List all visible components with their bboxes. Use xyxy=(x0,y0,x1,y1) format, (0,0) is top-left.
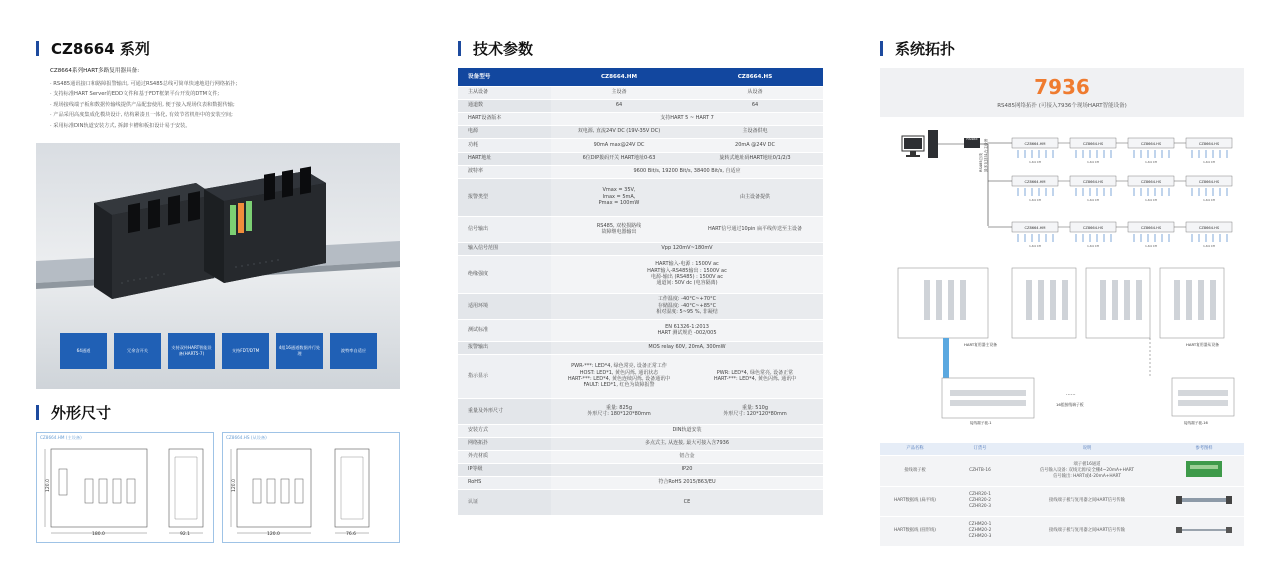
channel-label: 1-64 CH xyxy=(1202,160,1216,164)
spec-value: 64 xyxy=(551,99,687,112)
accessory-name: HART数据线 (扁平线) xyxy=(880,486,950,516)
spec-key: 报警输出 xyxy=(458,341,551,354)
topology-node-label: CZ8664.HS xyxy=(1198,141,1220,146)
spec-key: 报警类型 xyxy=(458,178,551,216)
title-accent-bar xyxy=(880,41,883,56)
accessory-code: CZHR20-1 CZHR20-2 CZHR20-3 xyxy=(950,486,1010,516)
spec-header-row xyxy=(458,68,823,86)
accessory-name: 接线端子板 xyxy=(880,455,950,486)
spec-key: 主从设备 xyxy=(458,86,551,99)
spec-key: 输入信号范围 xyxy=(458,242,551,255)
spec-value: EN 61326-1:2013 HART 测试规范 -002/005 xyxy=(551,319,823,341)
spec-value: IP20 xyxy=(551,463,823,476)
series-title-text: CZ8664 系列 xyxy=(51,40,150,58)
hm-width-label: 180.0 xyxy=(92,532,105,537)
spec-row xyxy=(458,242,823,255)
spec-value: 90mA max@24V DC xyxy=(551,138,687,152)
spec-value: HART信号通过10pin 扁平线传送至主设备 xyxy=(687,216,823,242)
spec-value: 支持HART 5 ~ HART 7 xyxy=(551,112,823,125)
topology-node-label: CZ8664.HM xyxy=(1024,141,1046,146)
spec-value: 铝合金 xyxy=(551,450,823,463)
spec-value: PWR-***: LED*4, 绿色常亮, 设备正常工作 HOST: LED*1, 黄色闪烁, 通讯状态 HART-***: LED*4, 黄色连续闪烁, 设备通讯中 FAULT: LED*1, 红色为故障报警 xyxy=(551,354,687,398)
spec-key: HART地址 xyxy=(458,152,551,165)
topology-subtitle: RS485网络拓扑 (可接入7936个现场HART智能设备) xyxy=(997,103,1127,109)
product-photo xyxy=(36,143,400,389)
channel-label: 1-64 CH xyxy=(1028,198,1042,202)
terminal-label-16: 接线端子板-16 xyxy=(1184,421,1208,425)
spec-value: 主设备供电 xyxy=(687,125,823,138)
spec-value: 工作温度: -40°C~+70°C 存储温度: -40°C~+85°C 相对湿度: 5~95 %, 非凝结 xyxy=(551,293,823,319)
spec-row xyxy=(458,450,823,463)
accessory-image xyxy=(1164,516,1244,546)
terminal-board-image xyxy=(1184,457,1224,481)
accessory-image xyxy=(1164,455,1244,486)
hm-depth-label: 92.1 xyxy=(180,532,191,537)
header-cell: 参考图样 xyxy=(1164,443,1244,455)
spec-key: 测试标准 xyxy=(458,319,551,341)
topology-node-label: CZ8664.HS xyxy=(1140,225,1162,230)
accessory-desc: 端子板16通道 信号输入设备: 双线无源/安全栅4~20mA+HART 信号输出: HART或4-20mA+HART xyxy=(1010,455,1164,486)
accessory-desc: 接线端子板与复用器之间HART信号传输 xyxy=(1010,486,1164,516)
spec-row xyxy=(458,489,823,515)
accessory-code: CZHM20-1 CZHM20-2 CZHM20-3 xyxy=(950,516,1010,546)
dimension-drawing-hm xyxy=(36,432,214,543)
spec-key: 外壳材质 xyxy=(458,450,551,463)
intro-line: · 支持标准HART Server的EDD文件和基于FDT框架平台开发的DTM文件; xyxy=(50,91,220,97)
topology-node-label: CZ8664.HS xyxy=(1198,179,1220,184)
accessory-row xyxy=(880,486,1244,516)
terminal-label-1: 接线端子板-1 xyxy=(970,421,992,425)
spec-key: 指示显示 xyxy=(458,354,551,398)
title-accent-bar xyxy=(36,405,39,420)
spec-key: 重量及外形尺寸 xyxy=(458,398,551,424)
spec-value: 重量: 510g 外形尺寸: 120*120*80mm xyxy=(687,398,823,424)
spec-table xyxy=(458,68,823,516)
intro-line: · RS485通讯接口和路障报警输出, 可通过RS485总线可简单快速地进行网络拓扑; xyxy=(50,80,238,87)
spec-value: 符合RoHS 2015/863/EU xyxy=(551,476,823,489)
product-series-title xyxy=(36,38,150,59)
feature-badge: 4组16通道数据并行处理 xyxy=(276,333,323,369)
spec-value: Vpp 120mV~180mV xyxy=(551,242,823,255)
topology-node-label: CZ8664.HM xyxy=(1024,179,1046,184)
spec-row xyxy=(458,293,823,319)
dimensions-title xyxy=(36,402,111,423)
spec-value: Vmax = 35V, Imax = 5mA, Pmax = 100mW xyxy=(551,178,687,216)
bus-label: RS485总线 最多支持31台主设备 xyxy=(979,138,988,172)
hs-outline-drawing xyxy=(223,433,399,542)
spec-key: HART设备版本 xyxy=(458,112,551,125)
channel-label: 1-64 CH xyxy=(1028,244,1042,248)
spec-key: 网络拓扑 xyxy=(458,437,551,450)
spec-key: 安装方式 xyxy=(458,424,551,437)
round-cable-image xyxy=(1176,523,1232,537)
spec-row xyxy=(458,86,823,99)
channel-label: 1-64 CH xyxy=(1086,160,1100,164)
spec-row xyxy=(458,437,823,450)
topology-node-label: CZ8664.HS xyxy=(1082,179,1104,184)
spec-row xyxy=(458,255,823,293)
channel-label: 1-64 CH xyxy=(1202,198,1216,202)
spec-row xyxy=(458,216,823,242)
dimension-drawing-label: CZ8664.HS (从设备) xyxy=(226,435,267,440)
spec-key: 电源 xyxy=(458,125,551,138)
topology-title-text: 系统拓扑 xyxy=(895,40,956,58)
topology-node-label: CZ8664.HS xyxy=(1082,225,1104,230)
spec-row xyxy=(458,165,823,178)
spec-title-text: 技术参数 xyxy=(473,40,534,58)
spec-value: 由主设备提供 xyxy=(687,178,823,216)
middle-column xyxy=(458,0,823,586)
spec-row xyxy=(458,476,823,489)
spec-key: 绝缘强度 xyxy=(458,255,551,293)
feature-badge: 64通道 xyxy=(60,333,107,369)
channel-label: 1-64 CH xyxy=(1086,198,1100,202)
channel-label: 1-64 CH xyxy=(1202,244,1216,248)
spec-key: RoHS xyxy=(458,476,551,489)
spec-key: 功耗 xyxy=(458,138,551,152)
spec-value: DIN轨道安装 xyxy=(551,424,823,437)
channel-label: 1-64 CH xyxy=(1144,160,1158,164)
topology-drawing xyxy=(880,120,1244,432)
topology-diagram xyxy=(880,120,1244,432)
channel-label: 1-64 CH xyxy=(1086,244,1100,248)
accessory-row xyxy=(880,455,1244,486)
topology-title xyxy=(880,38,955,59)
title-accent-bar xyxy=(458,41,461,56)
spec-key: 适用环境 xyxy=(458,293,551,319)
spec-row xyxy=(458,178,823,216)
dimension-drawing-hs xyxy=(222,432,400,543)
spec-title xyxy=(458,38,533,59)
topology-banner xyxy=(880,68,1244,117)
spec-header-cell: CZ8664.HM xyxy=(551,68,687,86)
spec-header-cell: CZ8664.HS xyxy=(687,68,823,86)
max-device-count: 7936 xyxy=(1034,75,1090,99)
board-main-label: HART复用器主设备 xyxy=(964,342,997,347)
spec-row xyxy=(458,398,823,424)
dimension-drawing-label: CZ8664.HM (主设备) xyxy=(40,435,82,440)
feature-badge: 波特率自适应 xyxy=(330,333,377,369)
spec-key: 认证 xyxy=(458,489,551,515)
spec-value: 64 xyxy=(687,99,823,112)
spec-row xyxy=(458,138,823,152)
converter-label: USB转RS485 xyxy=(966,132,978,141)
hs-depth-label: 76.6 xyxy=(346,532,357,537)
intro-text xyxy=(50,66,400,131)
dimensions-title-text: 外形尺寸 xyxy=(51,404,112,422)
channel-label: 1-64 CH xyxy=(1144,244,1158,248)
spec-key: IP等级 xyxy=(458,463,551,476)
spec-value: 9600 Bit/s, 19200 Bit/s, 38400 Bit/s, 自适应 xyxy=(551,165,823,178)
spec-key: 通道数 xyxy=(458,99,551,112)
accessory-row xyxy=(880,516,1244,546)
accessory-image xyxy=(1164,486,1244,516)
header-cell: 订货号 xyxy=(950,443,1010,455)
spec-row xyxy=(458,125,823,138)
spec-value: 从设备 xyxy=(687,86,823,99)
spec-value: 主设备 xyxy=(551,86,687,99)
topology-node-label: CZ8664.HM xyxy=(1024,225,1046,230)
accessory-code: CZHTB-16 xyxy=(950,455,1010,486)
hm-height-label: 120.0 xyxy=(45,479,51,492)
intro-line: · 产品采用高度集成化模块设计, 结构紧凑且一体化, 有效节省机柜中的安装空间; xyxy=(50,112,233,118)
channel-label: 1-64 CH xyxy=(1028,160,1042,164)
spec-row xyxy=(458,112,823,125)
left-column xyxy=(36,0,400,586)
header-cell: 说明 xyxy=(1010,443,1164,455)
intro-heading: CZ8664系列HART多路复用器具备: xyxy=(50,68,140,74)
feature-badge: 冗余含开关 xyxy=(114,333,161,369)
spec-value: RS485, 双校损路线 故障继电器输出 xyxy=(551,216,687,242)
right-column xyxy=(880,0,1245,586)
spec-row xyxy=(458,424,823,437)
mid-label: 16组接线端子板 xyxy=(1056,402,1084,407)
spec-value: MOS relay 60V, 20mA, 300mW xyxy=(551,341,823,354)
intro-line: · 采用标准DIN轨道安装方式, 拆卸卡槽和板扣设计易于安装。 xyxy=(50,122,191,129)
header-cell: 产品名称 xyxy=(880,443,950,455)
spec-value: 多点式主, 从连接, 最大可接入含7936 xyxy=(551,437,823,450)
topology-node-label: CZ8664.HS xyxy=(1082,141,1104,146)
feature-badge: 支持FDT/DTM xyxy=(222,333,269,369)
spec-value: 重量: 825g 外形尺寸: 180*120*80mm xyxy=(551,398,687,424)
spec-row xyxy=(458,152,823,165)
board-sub-label: HART复用器从设备 xyxy=(1186,342,1219,347)
topology-node-label: CZ8664.HS xyxy=(1140,179,1162,184)
feature-badges xyxy=(60,333,377,369)
spec-row xyxy=(458,341,823,354)
spec-row xyxy=(458,319,823,341)
spec-value: 双电源, 直流24V DC (19V-35V DC) xyxy=(551,125,687,138)
spec-value: 旋转式地址码HART地址0/1/2/3 xyxy=(687,152,823,165)
spec-row xyxy=(458,463,823,476)
hs-height-label: 120.0 xyxy=(231,479,237,492)
hm-outline-drawing xyxy=(37,433,213,542)
accessory-name: HART数据线 (圆形线) xyxy=(880,516,950,546)
spec-header-cell: 设备型号 xyxy=(458,68,551,86)
spec-row xyxy=(458,99,823,112)
spec-row xyxy=(458,354,823,398)
topology-node-label: CZ8664.HS xyxy=(1140,141,1162,146)
intro-line: · 现场接线端子板和数据传输线提供产品配套使用, 便于接入现场仪表和数据传输; xyxy=(50,101,235,108)
accessory-table-header xyxy=(880,443,1244,455)
hs-width-label: 120.0 xyxy=(267,532,280,537)
accessory-desc: 接线端子板与复用器之间HART信号传输 xyxy=(1010,516,1164,546)
spec-value: 20mA @24V DC xyxy=(687,138,823,152)
title-accent-bar xyxy=(36,41,39,56)
spec-value: CE xyxy=(551,489,823,515)
feature-badge: 支持双传HART智能设备(HART5-7) xyxy=(168,333,215,369)
spec-value: PWR: LED*4, 绿色常亮, 设备正常 HART-***: LED*4, 黄色闪烁, 通讯中 xyxy=(687,354,823,398)
topology-node-label: CZ8664.HS xyxy=(1198,225,1220,230)
ellipsis: ...... xyxy=(1066,391,1076,397)
spec-value: HART输入-电源 : 1500V ac HART输入-RS485输出 : 1500V ac 电源-输出 (RS485) : 1500V ac 通道间: 50V dc (电容隔离) xyxy=(551,255,823,293)
spec-key: 信号输出 xyxy=(458,216,551,242)
spec-value: 6位DIP拨码开关 HART地址0-63 xyxy=(551,152,687,165)
channel-label: 1-64 CH xyxy=(1144,198,1158,202)
flat-cable-image xyxy=(1176,493,1232,507)
accessory-table xyxy=(880,443,1244,547)
spec-key: 波特率 xyxy=(458,165,551,178)
